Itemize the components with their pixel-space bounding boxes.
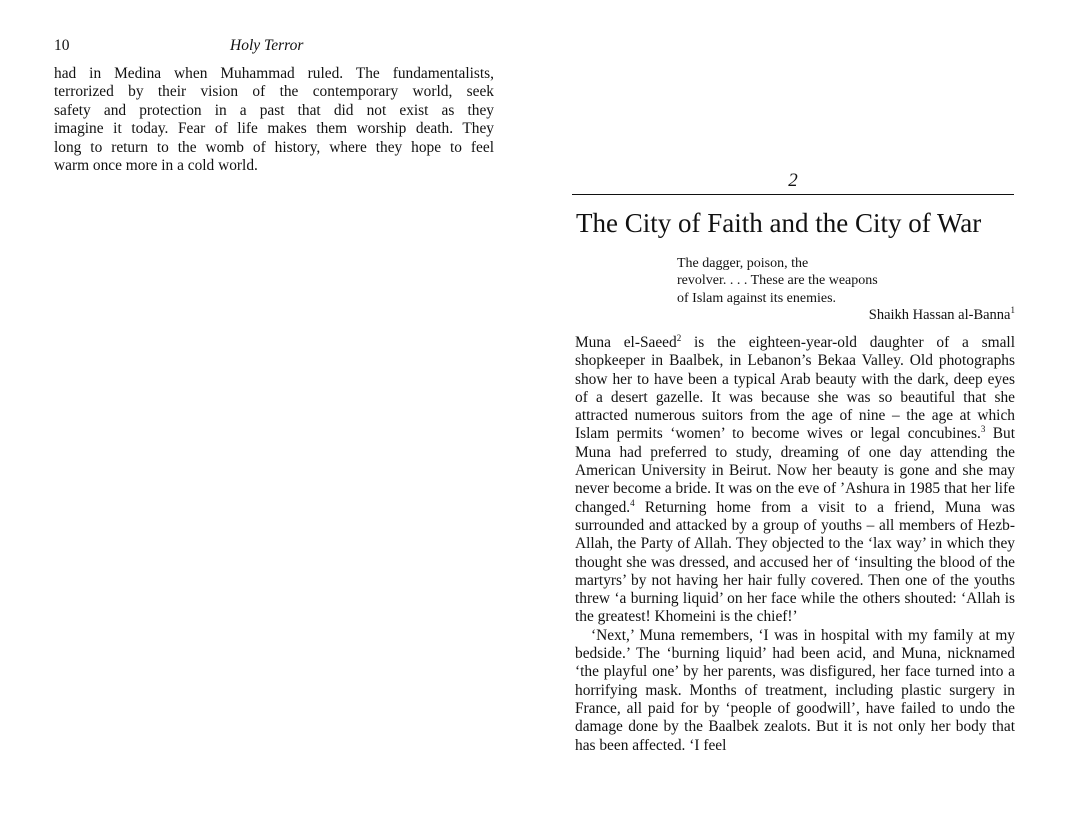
- paragraph-text: Returning home from a visit to a friend, Muna was surrounded and attacked by a group of youths – all members of Hezb-Allah, the Party of Allah. They objected to the ‘lax way’ in which they thought she was dressed, and accused her of ‘insulting the blood of the martyrs’ by not having her hair fully covered. Then one of the youths threw ‘a burning liquid’ on her face while the others shouted: ‘Allah is the greatest! Khomeini is the chief!’: [575, 498, 1015, 626]
- paragraph-text: is the eighteen-year-old daughter of a small shopkeeper in Baalbek, in Lebanon’s Bekaa Valley. Old photographs show her to have been a typical Arab beauty with the dark, deep eyes of a desert gazelle. It was because she was so beautiful that she attracted numerous suitors from the age of nine – the age at which Islam permits ‘women’ to become wives or legal concubines.: [575, 334, 1015, 443]
- page-number: 10: [54, 37, 70, 54]
- text-line: warm once more in a cold world.: [54, 157, 258, 175]
- footnote-marker: 4: [630, 497, 635, 508]
- left-body-text: [54, 65, 494, 175]
- chapter-number: 2: [788, 170, 798, 191]
- epigraph-line: revolver. . . . These are the weapons: [677, 273, 878, 289]
- footnote-marker: 1: [1010, 305, 1015, 316]
- text-line: long to return to the womb of history, where they hope to feel: [54, 138, 494, 156]
- right-page: [546, 0, 1092, 829]
- paragraph-text: But Muna had preferred to study, dreaming of one day attending the American University in Beirut. Now her beauty is gone and she may never become a bride. It was on the eve of ’Ashura in 1985 that her life changed.: [575, 425, 1015, 516]
- footnote-marker: 2: [676, 332, 682, 343]
- epigraph-line: The dagger, poison, the: [677, 256, 809, 271]
- epigraph-line: of Islam against its enemies.: [677, 290, 837, 306]
- text-line: terrorized by their vision of the contemporary world, seek: [54, 83, 494, 101]
- left-paragraph: [54, 65, 494, 175]
- text-line: safety and protection in a past that did not exist as they: [54, 101, 494, 119]
- body-paragraph-1: [575, 334, 1015, 627]
- epigraph-attribution: [576, 306, 1015, 324]
- text-line: imagine it today. Fear of life makes them worship death. They: [54, 120, 494, 138]
- text-line: had in Medina when Muhammad ruled. The fundamentalists,: [54, 65, 494, 82]
- footnote-marker: 3: [980, 424, 986, 435]
- attribution-name: Shaikh Hassan al-Banna: [868, 307, 1011, 323]
- epigraph-quote: [677, 255, 1007, 307]
- body-paragraph-2: ‘Next,’ Muna remembers, ‘I was in hospital with my family at my bedside.’ The ‘burning liquid’ had been acid, and Muna, nicknamed ‘the playful one’ by her parents, was disfigured, her face turned into a horrifying mask. Months of treatment, including plastic surgery in France, all paid for by ‘people of goodwill’, have failed to undo the damage done by the Baalbek zealots. But it is not only her body that has been affected. ‘I feel: [575, 626, 1015, 754]
- right-body-text: [575, 334, 1015, 755]
- running-title: Holy Terror: [230, 37, 304, 54]
- chapter-title: The City of Faith and the City of War: [576, 208, 982, 238]
- paragraph-lead: Muna el-Saeed: [575, 334, 677, 351]
- chapter-rule: [572, 194, 1014, 195]
